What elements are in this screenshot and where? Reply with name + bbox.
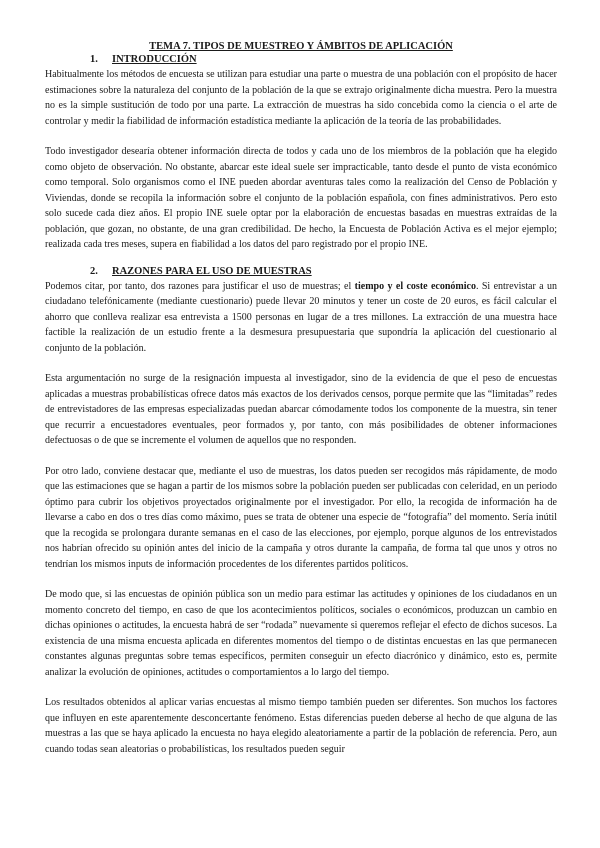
paragraph-text: Podemos citar, por tanto, dos razones para justificar el uso de muestras; el <box>45 280 355 292</box>
paragraph: Esta argumentación no surge de la resignación impuesta al investigador, sino de la evidencia de que el peso de encuestas aplicadas a muestras probabilísticas ofrece datos más exactos de los derivados censos, porque permite que las “limitadas” redes de entrevistadores de las empresas especializadas puedan abarcar cómodamente todos los componente de la muestra, sin tener que recurrir a encuestadores eventuales, peor formados y, por tanto, con más posibilidades de obtener informaciones defectuosas o de que se incremente el volumen de aquellos que no responden. <box>45 373 557 446</box>
paragraph: Por otro lado, conviene destacar que, mediante el uso de muestras, los datos pueden ser recogidos más rápidamente, de modo que las estimaciones que se hagan a partir de los mismos sobre la población pueden ser publicadas con celeridad, en un periodo óptimo para cubrir los objetivos proyectados originalmente por el investigador. Por ello, la recogida de información ha de llevarse a cabo en dos o tres días como máximo, pues se trata de obtener una especie de “fotografía” del momento. Sería inútil que la recogida se prolongara durante semanas en el caso de las elecciones, por ejemplo, porque algunos de los entrevistados nos habrían ofrecido su opinión antes del inicio de la campaña y otros durante la campaña, de forma tal que unos y otros no tendrían los mismos inputs de información procedentes de los diferentes partidos políticos. <box>45 465 557 570</box>
paragraph: Todo investigador desearía obtener información directa de todos y cada uno de los miembros de la población que ha elegido como objeto de observación. No obstante, abarcar este ideal suele ser impracticable, tanto desde el punto de vista económico como temporal. Solo organismos como el INE pueden abordar aventuras tales como la realización del Censo de Población y Viviendas, donde se recopila la información sobre el conjunto de la población española, con fines administrativos. Pero esto solo sucede cada diez años. El propio INE suele optar por la elaboración de encuestas basadas en muestras extraídas de la población, que gozan, no obstante, de una gran credibilidad. De hecho, la Encuesta de Población Activa es el mejor ejemplo; realizada cada tres meses, supera en fiabilidad a los datos del paro registrado por el propio INE. <box>45 146 557 250</box>
emphasis-text: tiempo y el coste económico <box>354 280 476 292</box>
section-title: RAZONES PARA EL USO DE MUESTRAS <box>112 265 312 277</box>
section-heading-introduccion <box>45 53 557 66</box>
section-heading-razones <box>45 265 557 278</box>
section-body-razones <box>45 279 557 758</box>
paragraph-text: . Si entrevistar a un ciudadano telefónicamente (mediante cuestionario) puede llevar 20 minutos y tener un coste de 20 euros, es fácil calcular el ahorro que conlleva realizar esa entrevista a 1500 personas en lugar de a tres millones. La extracción de una muestra hace factible la realización de un estudio frente a la desmesura presupuestaria que supondría la aplicación del cuestionario al conjunto de la población. <box>45 280 558 354</box>
paragraph: Los resultados obtenidos al aplicar varias encuestas al mismo tiempo también pueden ser diferentes. Son muchos los factores que influyen en este aparentemente desconcertante fenómeno. Estas diferencias pueden deberse al hecho de que alguna de las muestras a las que se haya aplicado la encuesta no haya elegido aleatoriamente a partir de la población de referencia. Pero, aun cuando todas sean aleatorias o probabilísticas, los resultados pueden seguir <box>45 697 557 755</box>
document-page <box>45 40 557 757</box>
section-number: 2. <box>90 265 98 277</box>
section-number: 1. <box>90 54 98 65</box>
paragraph <box>45 279 557 357</box>
paragraph: De modo que, si las encuestas de opinión pública son un medio para estimar las actitudes y opiniones de los ciudadanos en un momento concreto del tiempo, en caso de que los acontecimientos políticos, sociales o económicos, produzcan un cambio en dichas opiniones o actitudes, la encuesta habrá de ser “rodada” nuevamente si queremos reflejar el efecto de dichos sucesos. La existencia de una misma encuesta aplicada en diferentes momentos del tiempo o de distintas encuestas en las que permanecen constantes algunas preguntas sobre temas específicos, permiten conseguir un efecto diacrónico y dinámico, esto es, permite analizar la evolución de opiniones, actitudes o comportamientos a lo largo del tiempo. <box>45 589 557 678</box>
section-title: INTRODUCCIÓN <box>112 54 197 65</box>
section-body-introduccion <box>45 67 557 253</box>
document-title: TEMA 7. TIPOS DE MUESTREO Y ÁMBITOS DE APLICACIÓN <box>149 41 453 52</box>
paragraph: Habitualmente los métodos de encuesta se utilizan para estudiar una parte o muestra de una población con el propósito de hacer estimaciones sobre la naturaleza del conjunto de la población de la que se extrajo originalmente dicha muestra. Pero la muestra no es la simple sustitución de todo por una parte. La extracción de muestras ha sido concebida como la ciencia o el arte de controlar y medir la fiabilidad de información estadística mediante la aplicación de la teoría de las probabilidades. <box>45 69 557 127</box>
